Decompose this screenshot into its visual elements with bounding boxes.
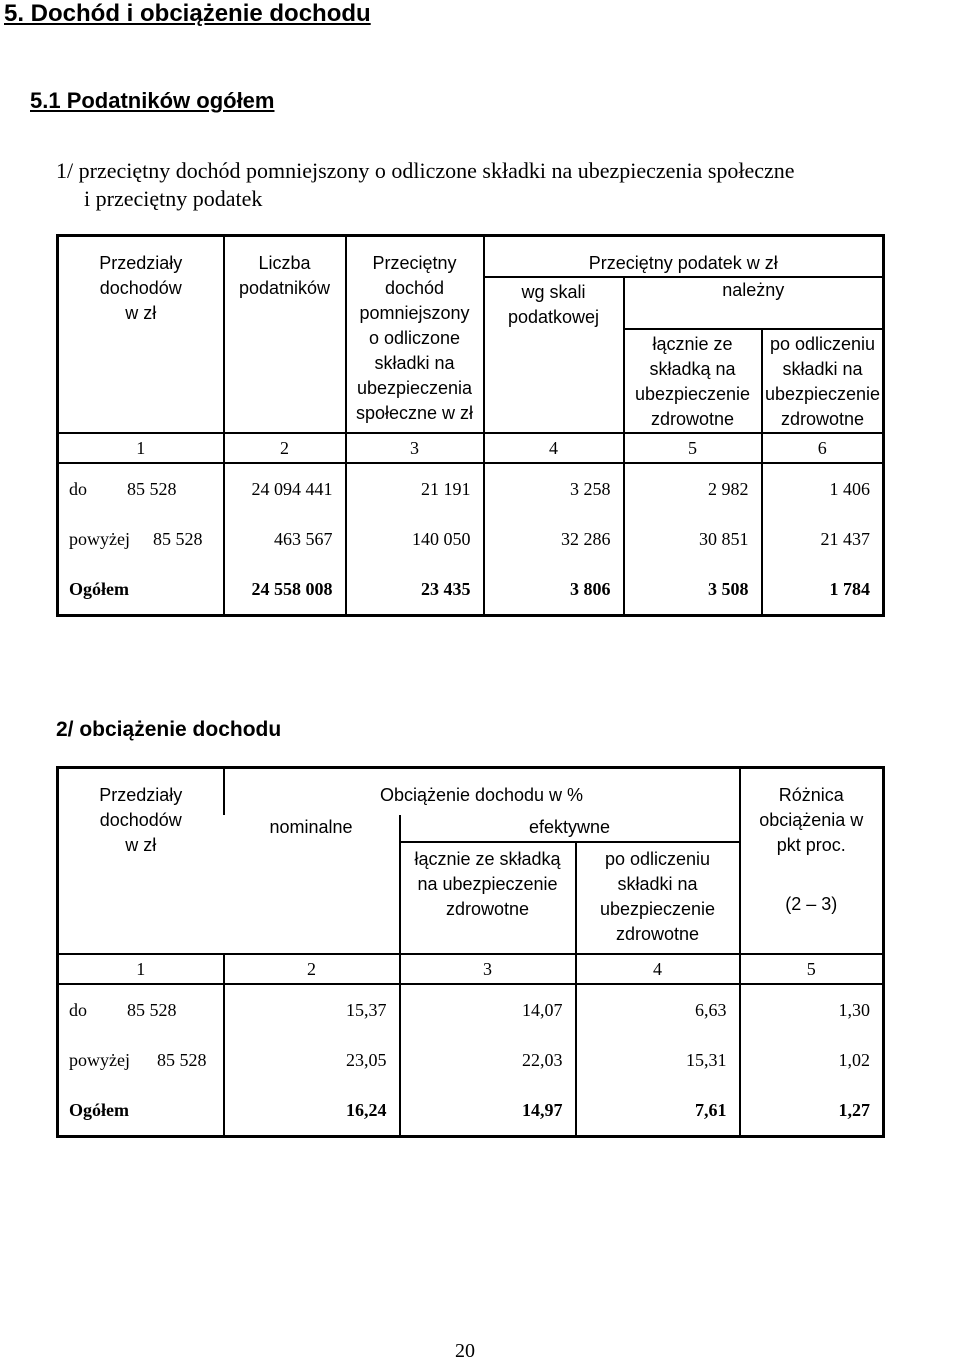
table-cell: 24 094 441 <box>224 463 346 514</box>
row-label-amount: 85 528 <box>157 1050 207 1070</box>
table-cell: 16,24 <box>224 1085 400 1137</box>
column-number: 1 <box>58 954 224 984</box>
table-cell: 32 286 <box>484 514 624 564</box>
table-cell: 3 508 <box>624 564 762 616</box>
income-tax-table <box>56 234 885 617</box>
row-label: do <box>69 479 87 499</box>
column-number: 5 <box>740 954 884 984</box>
column-number: 6 <box>762 433 884 463</box>
table-cell: 1 406 <box>762 463 884 514</box>
table-cell: 140 050 <box>346 514 484 564</box>
header-tax-due-group: należny <box>722 280 785 300</box>
header-burden-formula: (2 – 3) <box>785 894 838 914</box>
row-label-amount: 85 528 <box>153 529 203 549</box>
table-row-total <box>58 564 884 616</box>
column-number: 4 <box>576 954 740 984</box>
table-row <box>58 514 884 564</box>
column-number: 3 <box>346 433 484 463</box>
header-effective-incl-health: łącznie ze składką na ubezpieczenie zdrowotne <box>414 849 561 919</box>
table-cell: 22,03 <box>400 1035 576 1085</box>
row-label: do <box>69 1000 87 1020</box>
table-cell: 1 784 <box>762 564 884 616</box>
page-number: 20 <box>455 1340 475 1362</box>
header-effective-after-health: po odliczeniu składki na ubezpieczenie zdrowotne <box>599 849 716 944</box>
table-cell: 1,30 <box>740 984 884 1035</box>
table-cell: 23 435 <box>346 564 484 616</box>
header-average-income: Przeciętny dochód pomniejszony o odliczone składki na ubezpieczenia społeczne w zł <box>355 253 474 423</box>
table-cell: 21 191 <box>346 463 484 514</box>
section-heading: 5. Dochód i obciążenie dochodu <box>4 0 371 27</box>
table-cell: 463 567 <box>224 514 346 564</box>
header-tax-by-scale: wg skali podatkowej <box>507 282 600 327</box>
row-label: Ogółem <box>69 1100 129 1120</box>
row-label-amount: 85 528 <box>127 1000 177 1020</box>
table-cell: 24 558 008 <box>224 564 346 616</box>
table-row <box>58 1035 884 1085</box>
table-cell: 14,07 <box>400 984 576 1035</box>
table-cell: 3 258 <box>484 463 624 514</box>
table-cell: 23,05 <box>224 1035 400 1085</box>
table-cell: 7,61 <box>576 1085 740 1137</box>
table-cell: 6,63 <box>576 984 740 1035</box>
subsection-heading: 5.1 Podatników ogółem <box>30 88 275 113</box>
table-cell: 15,31 <box>576 1035 740 1085</box>
header-average-tax-group: Przeciętny podatek w zł <box>588 253 778 273</box>
header-taxpayer-count: Liczba podatników <box>238 253 331 298</box>
table-cell: 3 806 <box>484 564 624 616</box>
table-cell: 30 851 <box>624 514 762 564</box>
header-income-brackets: Przedziały dochodów w zł <box>99 253 183 323</box>
row-label-amount: 85 528 <box>127 479 177 499</box>
table1-title-line1: 1/ przeciętny dochód pomniejszony o odliczone składki na ubezpieczenia społeczne <box>56 158 795 183</box>
table-row <box>58 984 884 1035</box>
header-burden-group: Obciążenie dochodu w % <box>379 785 584 805</box>
column-number: 5 <box>624 433 762 463</box>
income-burden-table <box>56 766 885 1138</box>
column-number: 3 <box>400 954 576 984</box>
header-tax-after-health: po odliczeniu składki na ubezpieczenie zdrowotne <box>764 334 881 429</box>
column-number: 1 <box>58 433 224 463</box>
header-effective-group: efektywne <box>528 817 611 837</box>
column-number: 2 <box>224 954 400 984</box>
table-cell: 1,27 <box>740 1085 884 1137</box>
table2-title: 2/ obciążenie dochodu <box>56 718 282 741</box>
header-tax-incl-health: łącznie ze składką na ubezpieczenie zdrowotne <box>634 334 751 429</box>
header-income-brackets: Przedziały dochodów w zł <box>99 785 183 855</box>
table-cell: 1,02 <box>740 1035 884 1085</box>
table-cell: 2 982 <box>624 463 762 514</box>
table-cell: 14,97 <box>400 1085 576 1137</box>
table-cell: 15,37 <box>224 984 400 1035</box>
header-burden-difference: Różnica obciążenia w pkt proc. <box>759 785 864 855</box>
row-label: powyżej <box>69 529 130 549</box>
column-number: 4 <box>484 433 624 463</box>
header-nominal: nominalne <box>269 817 353 837</box>
table-row-total <box>58 1085 884 1137</box>
row-label: powyżej <box>69 1050 130 1070</box>
table-cell: 21 437 <box>762 514 884 564</box>
table1-title-line2: i przeciętny podatek <box>84 186 263 211</box>
row-label: Ogółem <box>69 579 129 599</box>
table-row <box>58 463 884 514</box>
column-number: 2 <box>224 433 346 463</box>
